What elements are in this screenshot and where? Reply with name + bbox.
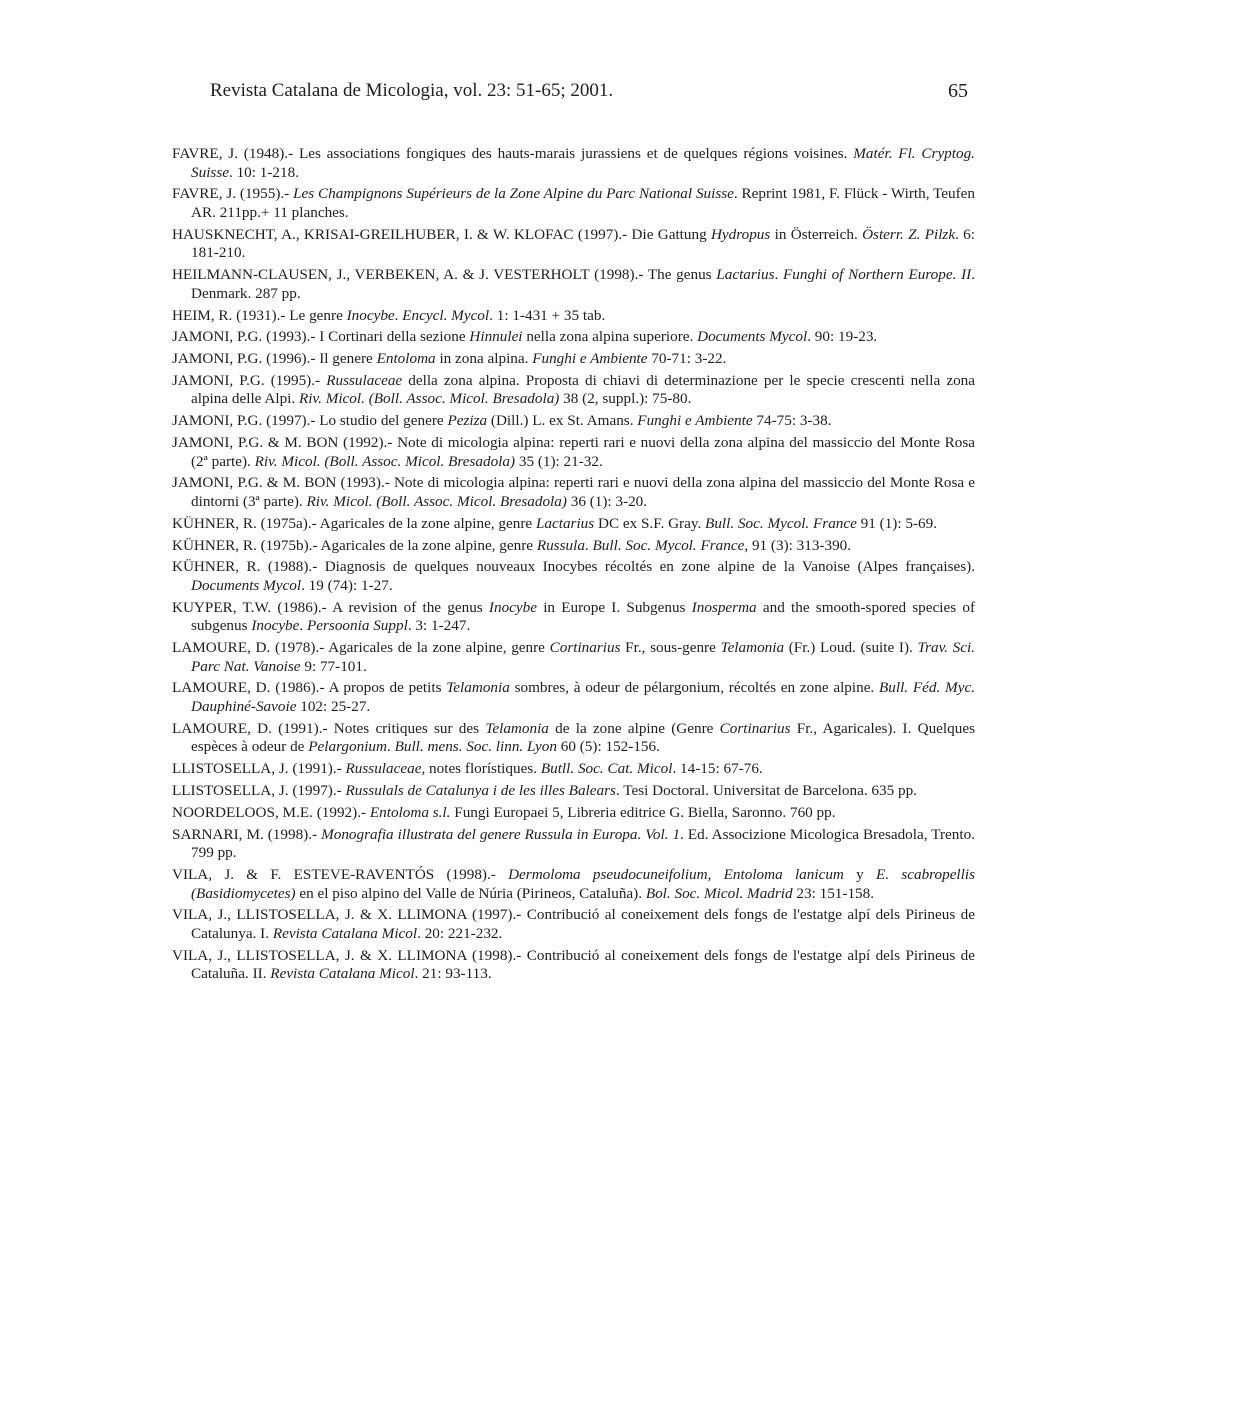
reference-italic-segment: Monografia illustrata del genere Russula in Europa. Vol. 1 [321, 825, 681, 843]
reference-entry [172, 679, 975, 716]
reference-italic-segment: Lactarius [716, 266, 775, 284]
reference-text-segment: in zona alpina. [435, 350, 533, 368]
journal-running-head: Revista Catalana de Micologia, vol. 23: 51-65; 2001. [210, 80, 614, 101]
reference-entry [172, 372, 975, 409]
reference-text-segment: . 14-15: 67-76. [672, 760, 763, 778]
reference-text-segment: NOORDELOOS, M.E. (1992).- [172, 803, 370, 821]
reference-text-segment: VILA, J. & F. ESTEVE-RAVENTÓS (1998).- [172, 865, 509, 883]
reference-italic-segment: Bol. Soc. Micol. Madrid [645, 884, 793, 902]
reference-text-segment: . [774, 266, 784, 284]
reference-italic-segment: Dermoloma pseudocuneifolium, Entoloma lanicum [508, 865, 844, 883]
reference-italic-segment: Inosperma [691, 598, 757, 616]
reference-italic-segment: Entoloma s.l. [369, 803, 451, 821]
reference-text-segment: DC ex S.F. Gray. [594, 514, 706, 532]
reference-italic-segment: Matér. Fl. Cryptog. Suisse [191, 145, 975, 181]
reference-entry [172, 307, 975, 326]
reference-italic-segment: Les Champignons Supérieurs de la Zone Alpine du Parc National Suisse [293, 185, 734, 203]
page-header [210, 78, 968, 108]
reference-entry [172, 434, 975, 471]
reference-italic-segment: Bull. Féd. Myc. Dauphiné-Savoie [191, 679, 975, 716]
reference-text-segment: . Reprint 1981, F. Flück - Wirth, Teufen AR. 211pp.+ 11 planches. [191, 185, 975, 221]
reference-italic-segment: Documents Mycol [697, 328, 808, 346]
reference-text-segment: . 1: 1-431 + 35 tab. [489, 306, 606, 324]
reference-italic-segment: Documents Mycol [191, 576, 302, 594]
reference-text-segment: nella zona alpina superiore. [522, 328, 698, 346]
reference-text-segment: FAVRE, J. (1948).- Les associations fongiques des hauts-marais jurassiens et de quelques régions voisines. [172, 145, 854, 162]
reference-text-segment: . [584, 536, 593, 554]
reference-entry [172, 474, 975, 511]
reference-list [172, 145, 975, 987]
reference-entry [172, 558, 975, 595]
reference-entry [172, 947, 975, 984]
reference-text-segment: JAMONI, P.G. & M. BON (1992).- Note di micologia alpina: reperti rari e nuovi della zona alpina del massiccio del Monte Rosa (2ª parte). [172, 434, 975, 470]
reference-text-segment: KÜHNER, R. (1975a).- Agaricales de la zone alpine, genre [172, 514, 536, 532]
reference-text-segment: 35 (1): 21-32. [515, 452, 603, 470]
reference-text-segment: 70-71: 3-22. [647, 350, 727, 368]
reference-text-segment: . Denmark. 287 pp. [191, 266, 976, 302]
reference-italic-segment: Österr. Z. Pilzk [862, 225, 956, 243]
reference-text-segment: . 90: 19-23. [807, 328, 878, 346]
reference-italic-segment: Russula [536, 536, 585, 554]
reference-text-segment: . [394, 306, 403, 324]
reference-italic-segment: Funghi e Ambiente [532, 350, 648, 368]
reference-text-segment: in Österreich. [770, 225, 863, 243]
reference-text-segment: LLISTOSELLA, J. (1991).- [172, 760, 346, 778]
reference-text-segment: LAMOURE, D. (1986).- A propos de petits [172, 679, 447, 697]
reference-text-segment: 36 (1): 3-20. [566, 492, 648, 510]
reference-text-segment: JAMONI, P.G. & M. BON (1993).- Note di micologia alpina: reperti rari e nuovi della zona alpina del massiccio del Monte Rosa e dintorni (3ª parte). [172, 474, 975, 510]
reference-text-segment: HEILMANN-CLAUSEN, J., VERBEKEN, A. & J. VESTERHOLT (1998).- The genus [172, 266, 717, 284]
reference-text-segment: LLISTOSELLA, J. (1997).- [172, 781, 346, 799]
reference-text-segment: in Europe I. Subgenus [536, 598, 692, 616]
reference-italic-segment: Cortinarius [719, 719, 791, 737]
reference-italic-segment: Encycl. Mycol [402, 306, 490, 324]
reference-italic-segment: Funghi of Northern Europe. II [783, 266, 972, 284]
reference-text-segment: 23: 151-158. [792, 884, 875, 902]
reference-italic-segment: Peziza [447, 412, 488, 430]
reference-entry [172, 760, 975, 779]
reference-entry [172, 350, 975, 369]
reference-entry [172, 639, 975, 676]
reference-text-segment: della zona alpina. Proposta di chiavi di determinazione per le specie crescenti nella zona alpina delle Alpi. [191, 371, 975, 408]
reference-text-segment: JAMONI, P.G. (1993).- I Cortinari della sezione [172, 328, 470, 346]
reference-text-segment: 91 (1): 5-69. [856, 514, 938, 532]
reference-italic-segment: Riv. Micol. (Boll. Assoc. Micol. Bresadola) [298, 390, 560, 408]
reference-text-segment: 38 (2, suppl.): 75-80. [559, 390, 692, 408]
reference-entry [172, 185, 975, 222]
reference-text-segment: VILA, J., LLISTOSELLA, J. & X. LLIMONA (1998).- Contribució al coneixement dels fongs de l'estatge alpí dels Pirineus de Cataluña. II. [172, 946, 975, 983]
reference-italic-segment: Funghi e Ambiente [637, 412, 753, 430]
reference-italic-segment: Telamonia [720, 639, 785, 657]
reference-text-segment: VILA, J., LLISTOSELLA, J. & X. LLIMONA (1997).- Contribució al coneixement dels fongs de l'estatge alpí dels Pirineus de Catalunya. I. [172, 906, 975, 942]
reference-text-segment: . 20: 221-232. [417, 924, 503, 942]
reference-text-segment: en el piso alpino del Valle de Núria (Pirineos, Cataluña). [295, 884, 646, 902]
reference-italic-segment: Russulaceae [326, 371, 403, 389]
reference-text-segment: JAMONI, P.G. (1995).- [172, 371, 327, 389]
reference-text-segment: SARNARI, M. (1998).- [172, 825, 322, 843]
reference-italic-segment: Riv. Micol. (Boll. Assoc. Micol. Bresadola) [254, 452, 516, 470]
reference-entry [172, 782, 975, 801]
reference-text-segment: . Ed. Associzione Micologica Bresadola, Trento. 799 pp. [191, 825, 975, 862]
reference-entry [172, 537, 975, 556]
reference-italic-segment: Telamonia [485, 719, 549, 737]
reference-text-segment: LAMOURE, D. (1991).- Notes critiques sur des [172, 719, 486, 737]
reference-entry [172, 328, 975, 347]
reference-entry [172, 266, 975, 303]
reference-text-segment: sombres, à odeur de pélargonium, récoltés en zone alpine. [509, 679, 879, 697]
reference-italic-segment: Inocybe [488, 598, 537, 616]
reference-italic-segment: Hinnulei [469, 328, 523, 346]
reference-text-segment: . [386, 738, 395, 756]
reference-entry [172, 866, 975, 903]
reference-entry [172, 826, 975, 863]
reference-text-segment: y [843, 865, 876, 883]
reference-text-segment: Fungi Europaei 5, Libreria editrice G. Biella, Saronno. 760 pp. [450, 803, 836, 821]
reference-text-segment: 74-75: 3-38. [752, 412, 832, 430]
reference-italic-segment: Lactarius [535, 514, 595, 532]
reference-italic-segment: Telamonia [446, 679, 510, 697]
reference-text-segment: . Tesi Doctoral. Universitat de Barcelona. 635 pp. [615, 781, 917, 799]
reference-entry [172, 226, 975, 263]
reference-italic-segment: Revista Catalana Micol [272, 924, 418, 942]
reference-italic-segment: Inocybe [346, 306, 395, 324]
reference-italic-segment: Cortinarius [549, 639, 621, 657]
reference-italic-segment: E. scabropellis (Basidiomycetes) [191, 865, 976, 902]
reference-entry [172, 145, 975, 182]
reference-text-segment: JAMONI, P.G. (1997).- Lo studio del genere [172, 412, 448, 430]
reference-entry [172, 599, 975, 636]
reference-text-segment: (Dill.) L. ex St. Amans. [487, 412, 638, 430]
reference-text-segment: . 6: 181-210. [191, 225, 975, 262]
reference-italic-segment: Hydropus [710, 225, 771, 243]
reference-text-segment: and the smooth-spored species of subgenus [191, 598, 975, 635]
reference-text-segment: LAMOURE, D. (1978).- Agaricales de la zone alpine, genre [172, 639, 550, 657]
reference-italic-segment: Bull. Soc. Mycol. France [592, 536, 745, 554]
reference-text-segment: . [299, 617, 307, 635]
reference-text-segment: . 10: 1-218. [228, 163, 299, 181]
reference-text-segment: KÜHNER, R. (1988).- Diagnosis de quelques nouveaux Inocybes récoltés en zone alpine de la Vanoise (Alpes françaises). [172, 558, 975, 576]
reference-italic-segment: Bull. Soc. Mycol. France [705, 514, 857, 532]
reference-text-segment: 60 (5): 152-156. [556, 738, 660, 756]
reference-entry [172, 412, 975, 431]
reference-italic-segment: Riv. Micol. (Boll. Assoc. Micol. Bresadola) [306, 492, 567, 510]
reference-text-segment: HEIM, R. (1931).- Le genre [172, 306, 347, 324]
reference-text-segment: FAVRE, J. (1955).- [172, 185, 294, 203]
reference-text-segment: Fr., Agaricales). I. Quelques espèces à odeur de [191, 719, 975, 756]
reference-text-segment: . 19 (74): 1-27. [301, 576, 393, 594]
reference-entry [172, 720, 975, 757]
reference-italic-segment: Bull. mens. Soc. linn. Lyon [394, 738, 557, 756]
reference-italic-segment: Trav. Sci. Parc Nat. Vanoise [191, 639, 975, 675]
reference-entry [172, 906, 975, 943]
reference-text-segment: (Fr.) Loud. (suite I). [784, 639, 918, 657]
reference-italic-segment: Russulaceae [345, 760, 422, 778]
reference-italic-segment: Persoonia Suppl [306, 617, 408, 635]
reference-text-segment: Fr., sous-genre [620, 639, 721, 657]
reference-text-segment: . 3: 1-247. [407, 617, 471, 635]
reference-text-segment: de la zone alpine (Genre [548, 719, 720, 737]
reference-italic-segment: Russulals de Catalunya i de les illes Balears [345, 781, 616, 799]
reference-text-segment: KUYPER, T.W. (1986).- A revision of the genus [172, 598, 489, 616]
reference-italic-segment: Butll. Soc. Cat. Micol [540, 760, 673, 778]
reference-text-segment: JAMONI, P.G. (1996).- Il genere [172, 350, 377, 368]
reference-italic-segment: Entoloma [376, 350, 436, 368]
reference-text-segment: 102: 25-27. [296, 698, 371, 716]
reference-text-segment: . 21: 93-113. [414, 965, 492, 983]
reference-text-segment: 9: 77-101. [300, 657, 367, 675]
reference-text-segment: KÜHNER, R. (1975b).- Agaricales de la zone alpine, genre [172, 536, 537, 554]
reference-entry [172, 804, 975, 823]
reference-italic-segment: Inocybe [251, 617, 300, 635]
reference-text-segment: , 91 (3): 313-390. [744, 536, 852, 554]
reference-italic-segment: Revista Catalana Micol [270, 965, 415, 983]
reference-text-segment: HAUSKNECHT, A., KRISAI-GREILHUBER, I. & W. KLOFAC (1997).- Die Gattung [172, 225, 711, 243]
page-number: 65 [948, 80, 968, 102]
reference-italic-segment: Pelargonium [308, 738, 387, 756]
reference-text-segment: , notes florístiques. [421, 760, 541, 778]
reference-entry [172, 515, 975, 534]
